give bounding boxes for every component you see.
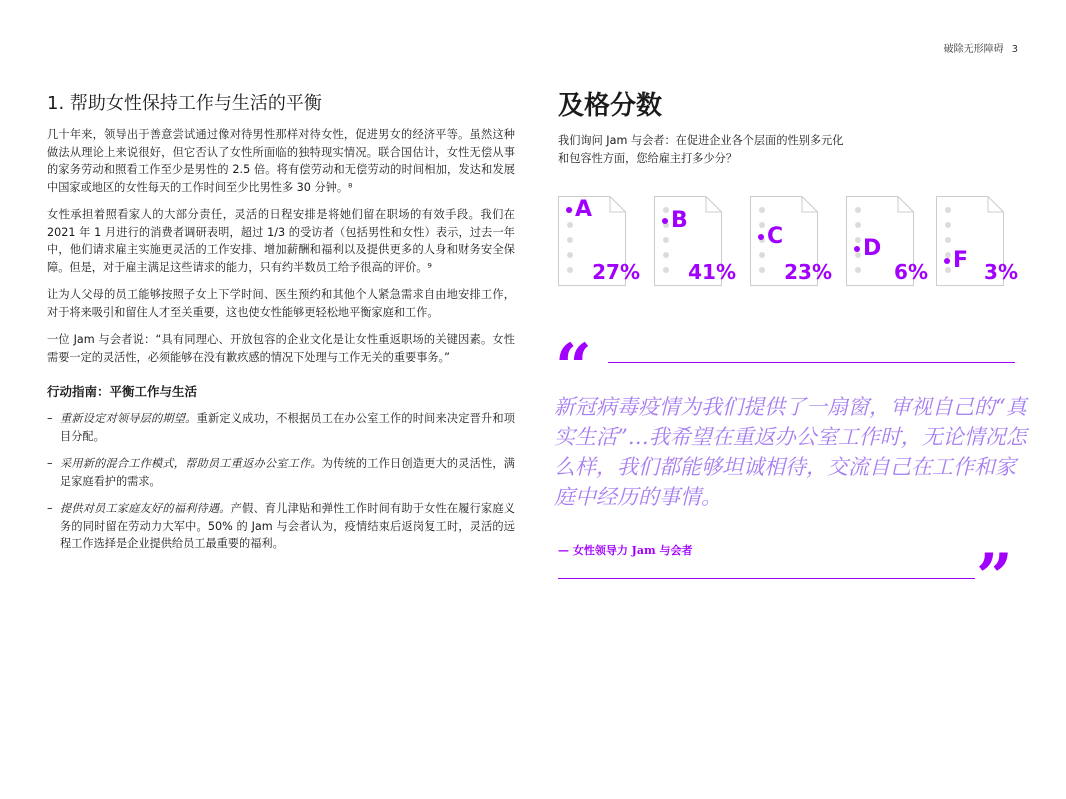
paragraph: 几十年来，领导出于善意尝试通过像对待男性那样对待女性，促进男女的经济平等。虽然这种做法从理论上来说很好，但它否认了女性所面临的独特现实情况。联合国估计，女性无偿从事的家务劳动和照看工作至少是男性的 2.5 倍。将有偿劳动和无偿劳动的时间相加，发达和发展中国家或地区的女性每天的工作时间至少比男性多 30 分钟。⁸ (47, 128, 515, 194)
left-column (47, 92, 515, 563)
close-quote-icon: ” (976, 540, 1013, 615)
page-header (944, 40, 1018, 55)
bullet-emphasis: 重新设定对领导层的期望。 (60, 412, 197, 425)
grades-title: 及格分数 (558, 91, 663, 121)
paragraph: 让为人父母的员工能够按照子女上下学时间、医生预约和其他个人紧急需求自由地安排工作，对于将来吸引和留住人才至关重要，这也使女性能够更轻松地平衡家庭和工作。 (47, 288, 515, 319)
header-title: 破除无形障碍 (943, 44, 1004, 55)
list-item (47, 500, 515, 553)
paragraph: 一位 Jam 与会者说：“具有同理心、开放包容的企业文化是让女性重返职场的关键因素。女性需要一定的灵活性，必须能够在没有歉疚感的情况下处理与工作无关的重要事务。” (47, 333, 515, 364)
bullet-dot (662, 218, 668, 224)
bullet-dot (566, 207, 572, 213)
bullet-text: 为传统的工作日创造更大的灵活性，满足家庭看护的需求。 (60, 457, 515, 488)
bullet-dash: – (47, 412, 53, 425)
section-title: 1. 帮助女性保持工作与生活的平衡 (47, 93, 322, 114)
grades-description: 我们询问 Jam 与会者：在促进企业各个层面的性别多元化和包容性方面，您给雇主打多少分？ (558, 134, 844, 165)
grade-letter-text: C (767, 224, 784, 249)
action-guide-list (47, 410, 515, 553)
grade-cards (558, 196, 1018, 291)
grade-letter (566, 199, 592, 221)
quote-divider-top (608, 362, 1015, 363)
page-number: 3 (1011, 44, 1018, 55)
grade-letter (662, 210, 688, 232)
grade-card-c (750, 196, 832, 286)
grade-card-f (936, 196, 1018, 286)
grade-percent: 3% (984, 260, 1018, 284)
grade-percent: 23% (784, 260, 832, 284)
pull-quote: 新冠病毒疫情为我们提供了一扇窗，审视自己的“真实生活”…我希望在重返办公室工作时，无论情况怎么样，我们都能够坦诚相待，交流自己在工作和家庭中经历的事情。 (554, 395, 1027, 509)
grade-letter-text: F (953, 248, 969, 273)
grade-letter (758, 226, 783, 248)
bullet-dash: – (47, 502, 53, 515)
grade-card-a (558, 196, 640, 286)
bullet-text: 产假、育儿津贴和弹性工作时间有助于女性在履行家庭义务的同时留在劳动力大军中。50% 的 Jam 与会者认为，疫情结束后返岗复工时，灵活的远程工作选择是企业提供给员工最重要的福利。 (60, 502, 515, 550)
bullet-emphasis: 提供对员工家庭友好的福利待遇。 (60, 502, 231, 515)
quote-divider-bottom (558, 578, 975, 579)
grade-percent: 41% (688, 260, 736, 284)
list-item (47, 455, 515, 490)
grade-percent: 27% (592, 260, 640, 284)
action-guide-title: 行动指南：平衡工作与生活 (47, 384, 198, 399)
grade-letter-text: A (575, 197, 593, 222)
bullet-dot (854, 246, 860, 252)
grade-letter (944, 250, 968, 272)
grade-card-d (846, 196, 928, 286)
bullet-dot (758, 234, 764, 240)
right-column (558, 90, 1023, 168)
list-item (47, 410, 515, 445)
grade-percent: 6% (894, 260, 928, 284)
bullet-emphasis: 采用新的混合工作模式，帮助员工重返办公室工作。 (60, 457, 322, 470)
quote-attribution: — 女性领导力 Jam 与会者 (558, 544, 693, 557)
grade-letter-text: B (671, 208, 688, 233)
open-quote-icon: “ (555, 330, 592, 405)
grade-letter (854, 238, 881, 260)
bullet-dot (944, 258, 950, 264)
grade-card-b (654, 196, 736, 286)
paragraph: 女性承担着照看家人的大部分责任，灵活的日程安排是将她们留在职场的有效手段。我们在 2021 年 1 月进行的消费者调研表明，超过 1/3 的受访者（包括男性和女性）表示，过去一年中，他们请求雇主实施更灵活的工作安排、增加薪酬和福利以及提供更多的人身和财务安全保障。但是，对于雇主满足这些请求的能力，只有约半数员工给予很高的评价。⁹ (47, 208, 515, 274)
bullet-text: 重新定义成功，不根据员工在办公室工作的时间来决定晋升和项目分配。 (60, 412, 515, 443)
bullet-dash: – (47, 457, 53, 470)
grade-letter-text: D (863, 236, 882, 261)
